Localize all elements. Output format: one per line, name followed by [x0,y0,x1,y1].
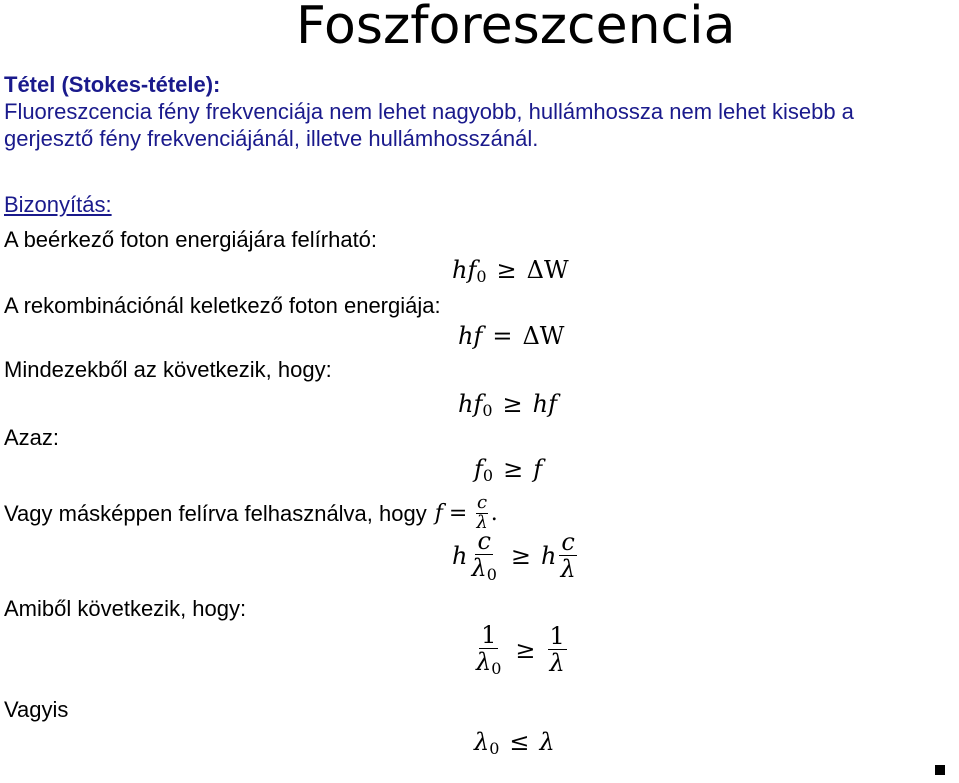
page-title: Foszforeszcencia [296,0,736,56]
inline-equals: = [448,500,468,526]
proof-heading: Bizonyítás: [4,192,112,217]
proof-text-4: Azaz: [4,425,60,450]
proof-text-3: Mindezekből az következik, hogy: [4,357,332,382]
theorem-heading: Tétel (Stokes-tétele): [4,72,221,97]
theorem-line-2: gerjesztő fény frekvenciájánál, illetve hullámhosszánál. [4,126,539,151]
proof-text-7: Vagyis [4,697,69,722]
equation-5: h $\frac{c}{\lambda_0}$ ≥ h $\frac{c}{\lambda}$ [452,527,576,585]
inline-fraction: $\frac{c}{\lambda}$ [476,492,488,533]
proof-text-6: Amiből következik, hogy: [4,596,247,621]
end-of-proof-square-icon [935,765,945,775]
equation-4: $f_0 \ge f$ [474,455,543,485]
proof-text-5-row: Vagy másképpen felírva felhasználva, hogy f = $\frac{c}{\lambda}$ . [4,492,498,533]
proof-text-5: Vagy másképpen felírva felhasználva, hogy [4,500,427,526]
proof-text-1: A beérkező foton energiájára felírható: [4,227,378,252]
proof-text-2: A rekombinációnál keletkező foton energiája: [4,293,441,318]
theorem-line-1: Fluoreszcencia fény frekvenciája nem lehet nagyobb, hullámhossza nem lehet kisebb a [4,99,854,124]
inline-f: f [434,500,443,526]
equation-6: $\frac{1}{\lambda_0}$ ≥ $\frac{1}{\lambda}$ [476,621,565,679]
equation-1: $hf_0 \ge \Delta W$ [452,256,569,286]
equation-2: hf = ΔW [458,322,565,350]
equation-7: $\lambda_0 \le \lambda$ [474,728,555,758]
equation-3: $hf_0$ ≥ hf [458,390,557,420]
